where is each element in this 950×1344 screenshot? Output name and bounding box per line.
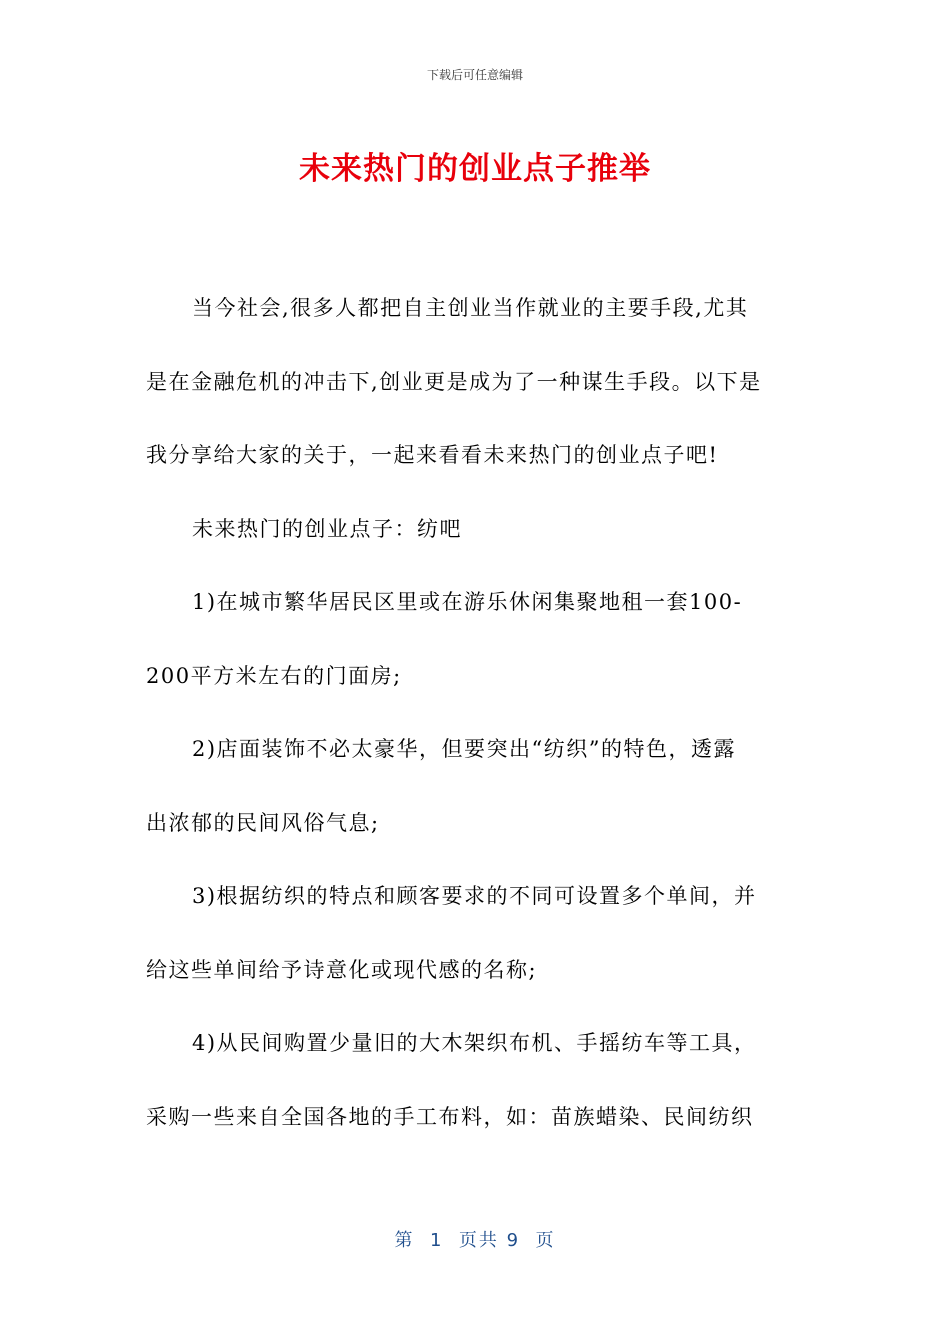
paragraph-line: 当今社会,很多人都把自主创业当作就业的主要手段,尤其	[192, 296, 749, 320]
paragraph-line: 是在金融危机的冲击下,创业更是成为了一种谋生手段。以下是	[146, 369, 762, 394]
document-title: 未来热门的创业点子推举	[299, 151, 651, 187]
paragraph-line: 4)从民间购置少量旧的大木架织布机、手摇纺车等工具，	[192, 1031, 757, 1055]
page-footer	[0, 1226, 950, 1252]
document-body	[146, 272, 806, 1154]
paragraph-line: 200平方米左右的门面房;	[146, 663, 402, 688]
paragraph-line: 给这些单间给予诗意化或现代感的名称;	[146, 957, 538, 982]
paragraph-line: 未来热门的创业点子：纺吧	[192, 516, 462, 541]
paragraph-line: 出浓郁的民间风俗气息;	[146, 810, 380, 835]
paragraph-line: 我分享给大家的关于，一起来看看未来热门的创业点子吧!	[146, 443, 719, 467]
paragraph-line: 采购一些来自全国各地的手工布料，如：苗族蜡染、民间纺织	[146, 1104, 754, 1129]
paragraph-line: 2)店面装饰不必太豪华，但要突出“纺织”的特色，透露	[192, 737, 737, 761]
page-number-text: 第 1 页共 9 页	[394, 1230, 556, 1251]
paragraph-line: 3)根据纺织的特点和顾客要求的不同可设置多个单间，并	[192, 884, 757, 908]
header-note: 下载后可任意编辑	[426, 68, 523, 82]
paragraph-line: 1)在城市繁华居民区里或在游乐休闲集聚地租一套100-	[192, 590, 743, 614]
